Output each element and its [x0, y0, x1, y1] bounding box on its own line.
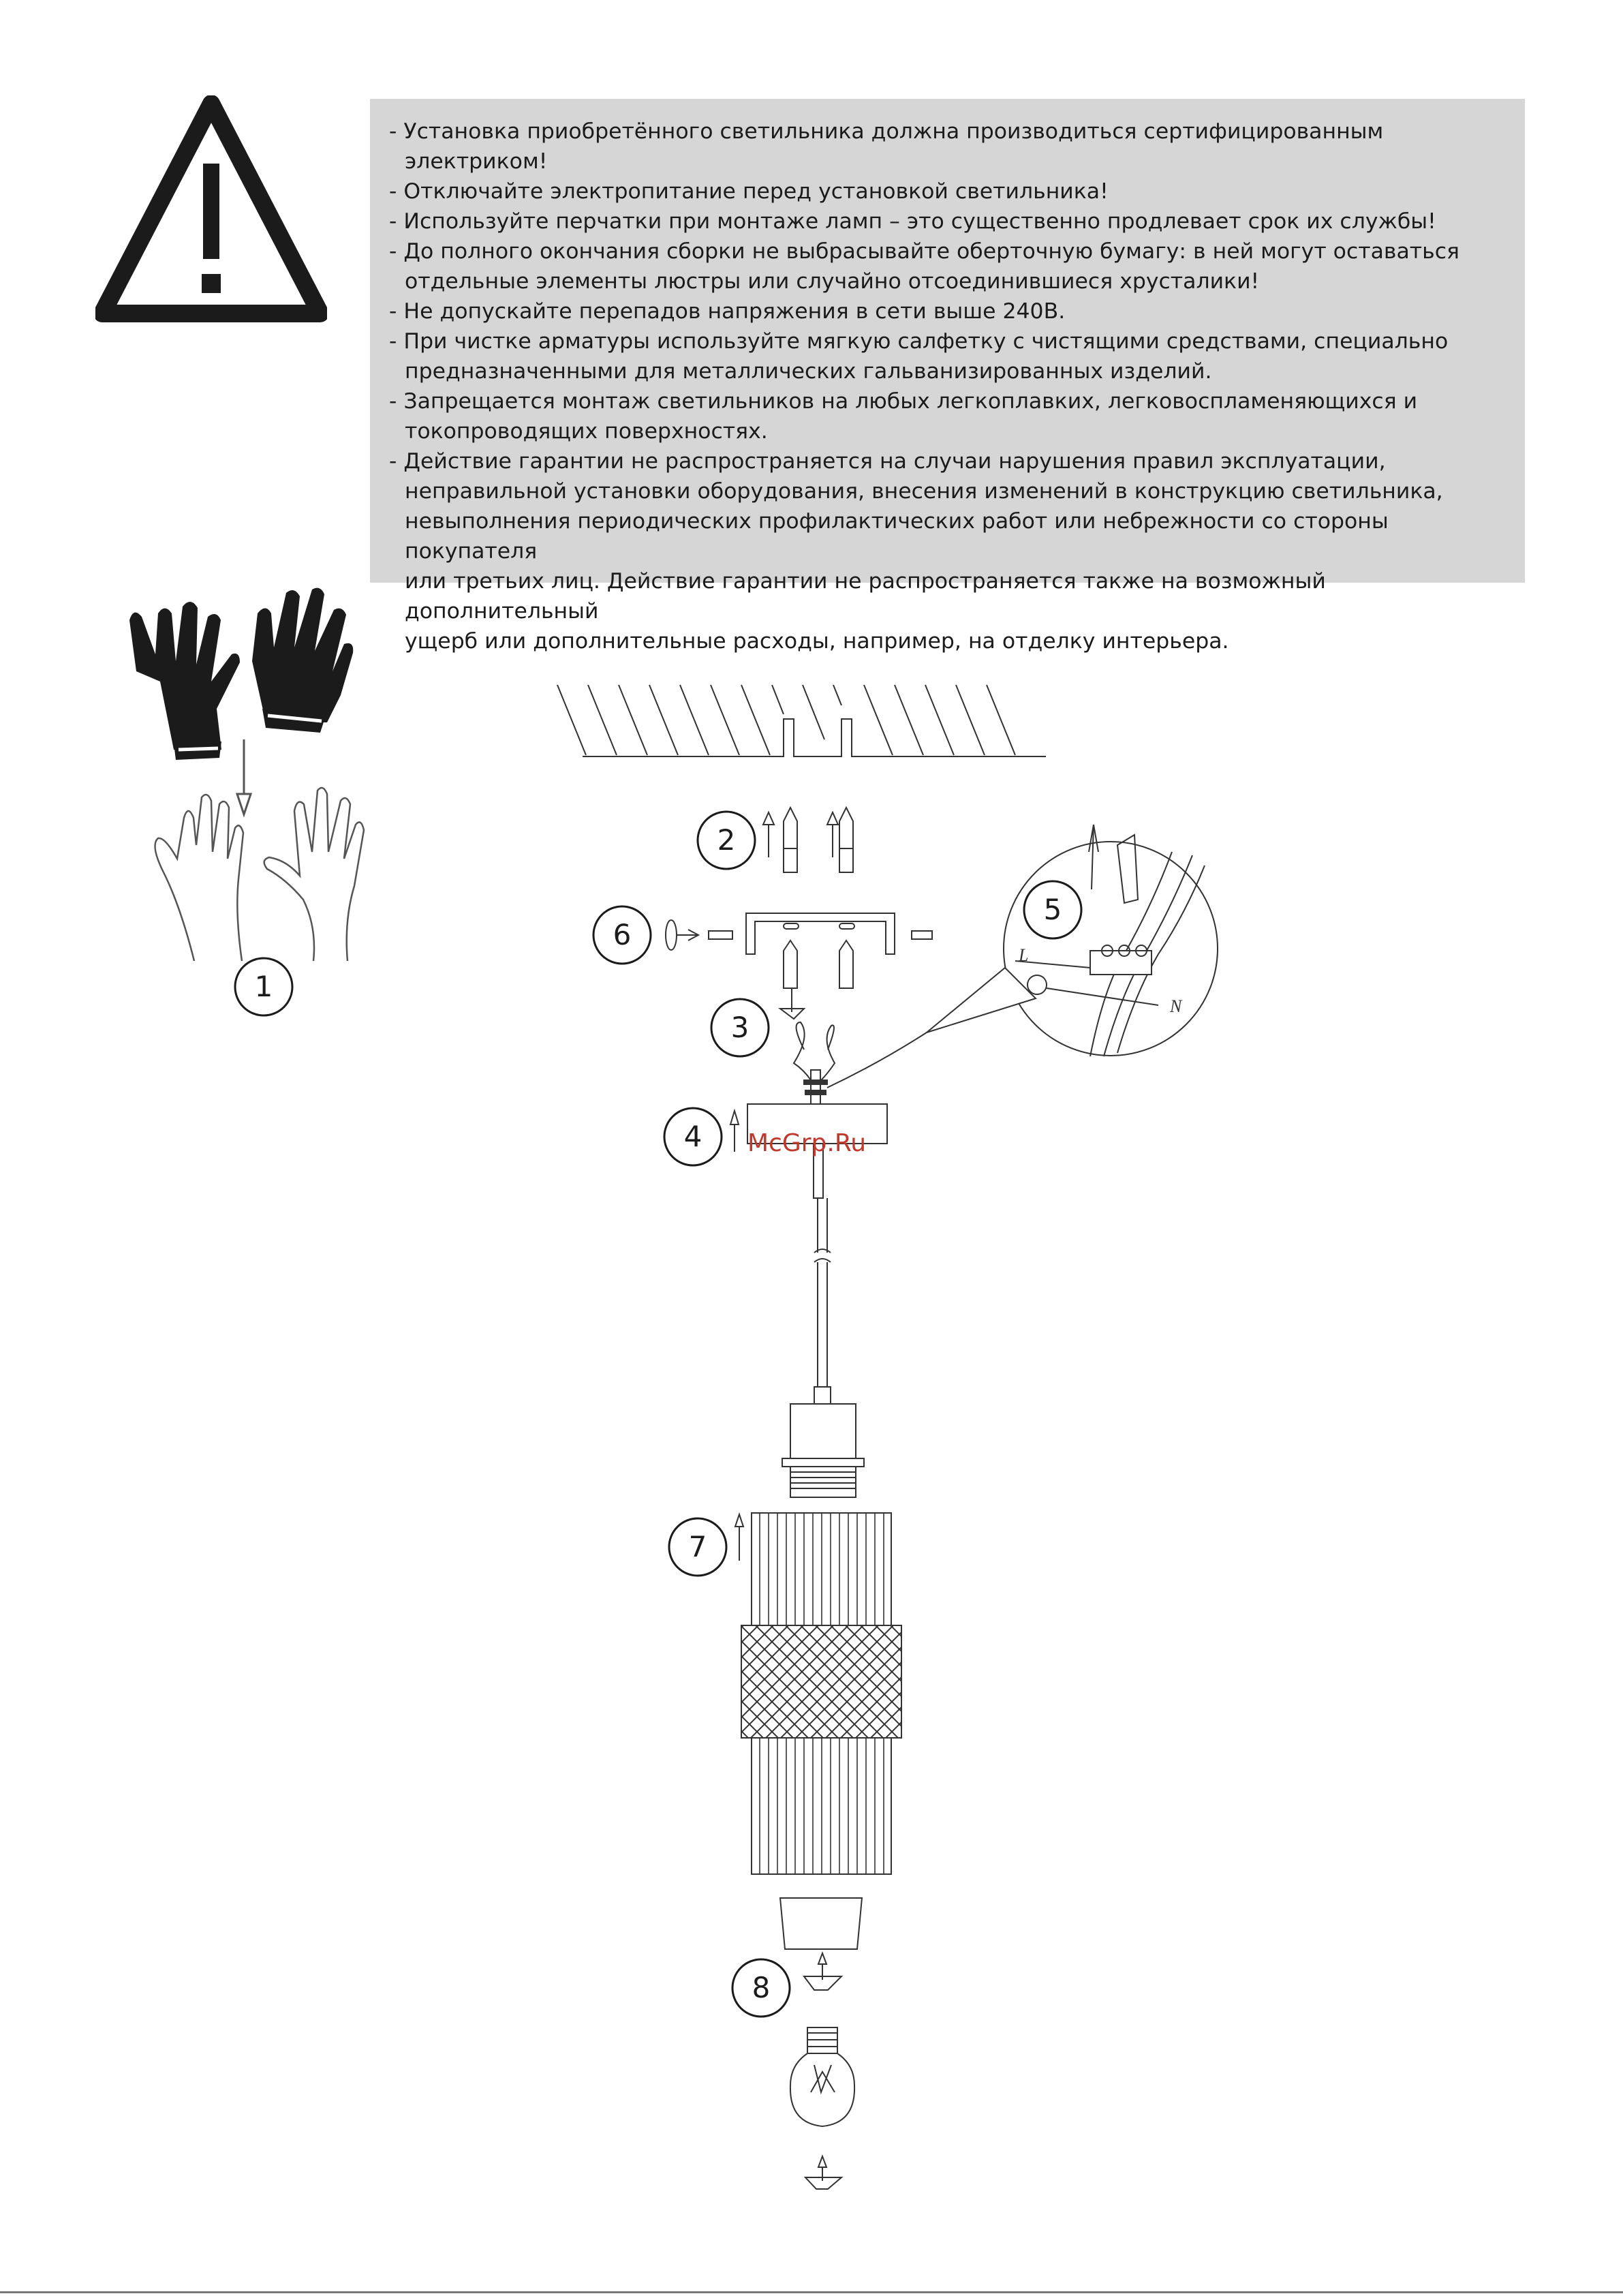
warning-item: - Действие гарантии не распространяется на случаи нарушения правил эксплуатации, неправильной установки оборудования, внесения изменений в конструкцию светильника, невыполнения периодических профилактических работ или небрежности со стороны покупателя или третьих лиц. Действие гарантии не распространяется также на возможный дополнительный ущерб или дополнительные расходы, например, на отделку интерьера. — [389, 449, 1443, 654]
step-7-label: 7 — [688, 1530, 707, 1563]
step-8-label: 8 — [752, 1971, 771, 2004]
page-bottom-rule — [0, 2291, 1623, 2293]
neutral-wire-label: N — [1170, 996, 1182, 1016]
gloves-icon — [129, 588, 353, 760]
warning-item: - При чистке арматуры используйте мягкую салфетку с чистящими средствами, специально предназначенными для металлических гальванизированных изделий. — [389, 329, 1449, 384]
warning-item: - Используйте перчатки при монтаже ламп – это существенно продлевает срок их службы! — [389, 209, 1436, 234]
down-arrow-icon — [237, 739, 251, 814]
live-wire-label: L — [1019, 945, 1029, 965]
warning-item: - До полного окончания сборки не выбрасывайте оберточную бумагу: в ней могут оставаться отдельные элементы люстры или случайно отсоединившиеся хрусталики! — [389, 239, 1459, 294]
step-5-label: 5 — [1043, 893, 1062, 926]
screw-and-wires — [780, 988, 927, 1104]
wall-plugs — [763, 808, 853, 872]
warning-item: - Не допускайте перепадов напряжения в сети выше 240В. — [389, 299, 1066, 324]
shade-ring — [780, 1898, 862, 1990]
ceiling — [557, 685, 1046, 756]
warning-item: - Установка приобретённого светильника должна производиться сертифицированным электриком! — [389, 119, 1384, 174]
light-bulb — [790, 2027, 854, 2189]
suspension-cord — [814, 1198, 831, 1404]
wiring-detail — [927, 825, 1218, 1056]
warning-item: - Запрещается монтаж светильников на любых легкоплавких, легковоспламеняющихся и токопроводящих поверхностях. — [389, 389, 1418, 444]
step-6-label: 6 — [613, 918, 632, 951]
step-1-label: 1 — [254, 970, 273, 1003]
watermark: McGrp.Ru — [747, 1129, 867, 1157]
mounting-bracket — [666, 913, 932, 988]
warning-item: - Отключайте электропитание перед установкой светильника! — [389, 179, 1109, 204]
lamp-socket — [782, 1404, 864, 1497]
step-2-label: 2 — [717, 823, 736, 857]
step-3-label: 3 — [730, 1011, 749, 1044]
step-circles — [235, 812, 1081, 2017]
step-4-label: 4 — [683, 1120, 702, 1153]
hands-icon — [155, 788, 365, 961]
